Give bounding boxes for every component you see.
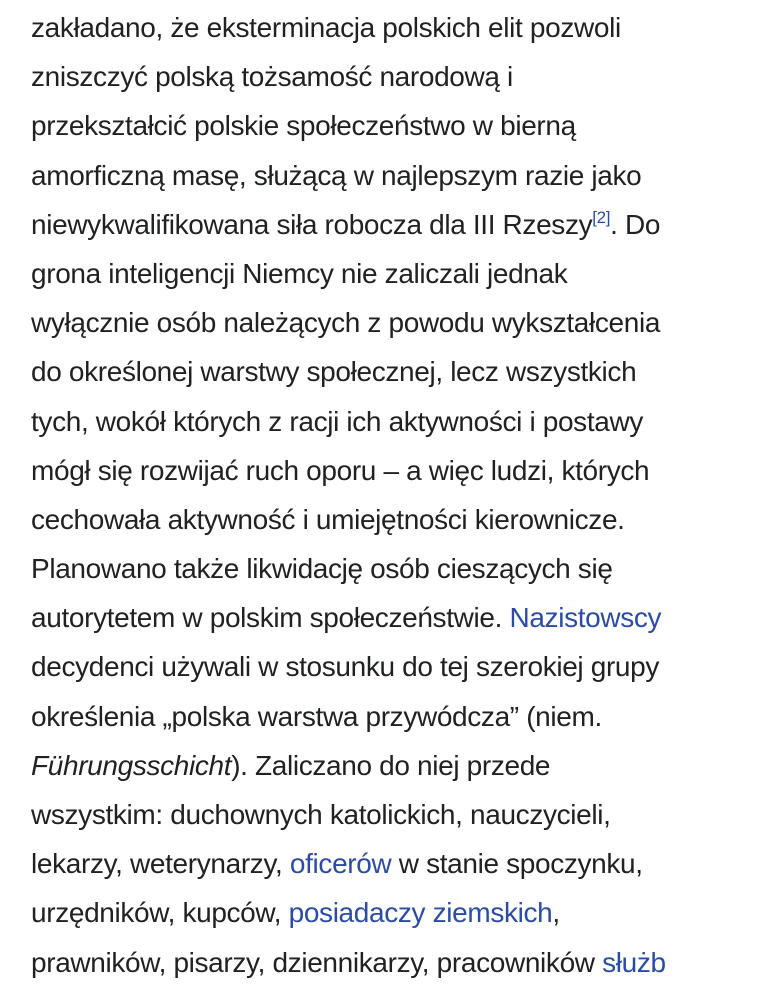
citation-link[interactable]: [2] [592, 207, 611, 227]
text-segment: wyłącznie osób należących z powodu wykształcenia [31, 307, 661, 339]
text-line [31, 400, 666, 449]
text-segment: mógł się rozwijać ruch oporu – a więc ludzi, których [31, 454, 650, 486]
text-line [31, 203, 666, 252]
text-segment: amorficzną masę, służącą w najlepszym razie jako [31, 159, 642, 191]
text-line [31, 842, 666, 891]
text-line [31, 596, 666, 645]
text-segment: tych, wokół których z racji ich aktywności i postawy [31, 405, 644, 437]
text-segment: . Do [610, 208, 661, 240]
text-line [31, 645, 666, 694]
text-segment: cechowała aktywność i umiejętności kierownicze. [31, 503, 625, 535]
text-segment: ). Zaliczano do niej przede [231, 749, 551, 781]
text-line [31, 104, 666, 153]
article-body [31, 6, 666, 990]
text-segment: autorytetem w polskim społeczeństwie. [31, 602, 510, 634]
article-link[interactable]: posiadaczy ziemskich [288, 897, 553, 929]
text-segment: grona inteligencji Niemcy nie zaliczali jednak [31, 257, 568, 289]
text-line [31, 891, 666, 940]
text-segment: zakładano, że eksterminacja polskich elit pozwoli [31, 12, 621, 43]
text-line [31, 449, 666, 498]
text-line [31, 350, 666, 399]
article-link[interactable]: Nazistowscy [509, 602, 662, 634]
text-line [31, 55, 666, 104]
italic-term: Führungsschicht [31, 749, 232, 781]
text-line [31, 695, 666, 744]
text-segment: przekształcić polskie społeczeństwo w bierną [31, 110, 576, 142]
text-segment: określenia „polska warstwa przywódcza” (niem. [31, 700, 602, 732]
text-line [31, 941, 666, 990]
text-line [31, 252, 666, 301]
text-segment: wszystkim: duchownych katolickich, nauczycieli, [31, 799, 611, 830]
text-segment: niewykwalifikowana siła robocza dla III Rzeszy [31, 208, 593, 240]
article-link[interactable]: służb [602, 946, 666, 978]
text-line [31, 547, 666, 596]
text-segment: Planowano także likwidację osób cieszących się [31, 553, 613, 585]
text-line [31, 301, 666, 350]
text-segment: urzędników, kupców, [31, 897, 289, 929]
text-segment: , [552, 897, 560, 929]
text-segment: w stanie spoczynku, [391, 848, 643, 880]
text-segment: do określonej warstwy społecznej, lecz wszystkich [31, 356, 637, 388]
text-line [31, 6, 666, 55]
text-segment: zniszczyć polską tożsamość narodową i [31, 61, 513, 93]
text-line [31, 498, 666, 547]
text-segment: decydenci używali w stosunku do tej szerokiej grupy [31, 651, 660, 683]
text-segment: prawników, pisarzy, dziennikarzy, pracowników [31, 946, 603, 978]
article-link[interactable]: oficerów [289, 848, 392, 880]
text-segment: lekarzy, weterynarzy, [31, 848, 290, 880]
text-line [31, 744, 666, 793]
text-line [31, 154, 666, 203]
text-line [31, 793, 666, 842]
